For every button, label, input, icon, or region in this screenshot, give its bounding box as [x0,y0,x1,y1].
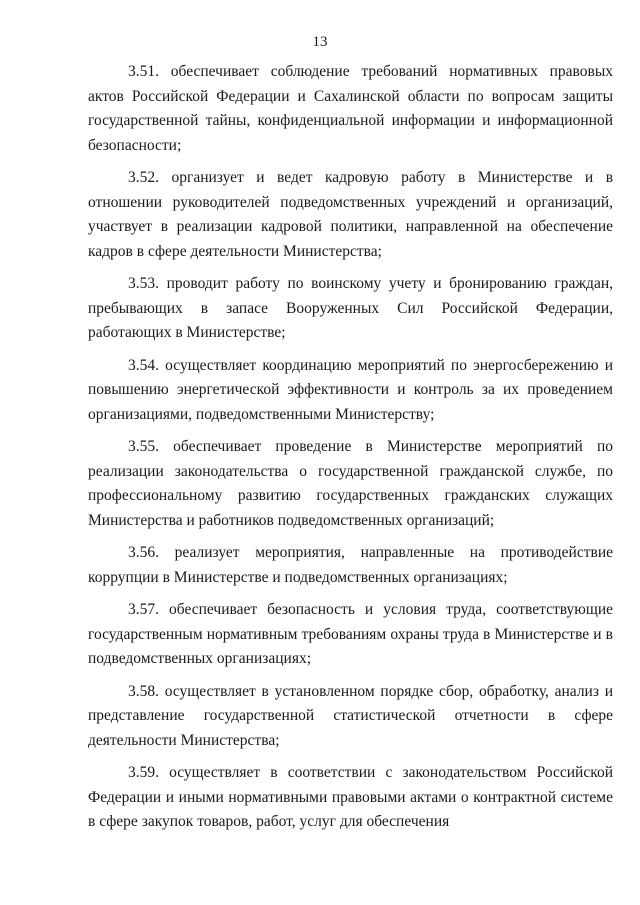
clause-3-51 [88,60,613,158]
clause-text: осуществляет координацию мероприятий по энергосбережению и повышению энергетической эффективности и контроль за их проведением организациями, подведомственными Министерству; [88,356,613,423]
clause-number: 3.53. [128,275,159,292]
clause-text: обеспечивает соблюдение требований нормативных правовых актов Российской Федерации и Сахалинской области по вопросам защиты государственной тайны, конфиденциальной информации и информационной безопасности; [88,63,614,154]
clause-text: реализует мероприятия, направленные на противодействие коррупции в Министерстве и подведомственных организациях; [88,544,614,586]
clause-text: осуществляет в соответствии с законодательством Российской Федерации и иными нормативными правовыми актами о контрактной системе в сфере закупок товаров, работ, услуг для обеспечения [88,764,613,830]
clause-3-58 [88,680,613,754]
clause-3-59 [88,761,613,835]
clause-text: организует и ведет кадровую работу в Министерстве и в отношении руководителей подведомственных учреждений и организаций, участвует в реализации кадровой политики, направленной на обеспечение кадров в сфере деятельности Министерства; [88,169,614,260]
clause-text: осуществляет в установленном порядке сбор, обработку, анализ и представление государственной статистической отчетности в сфере деятельности Министерства; [88,682,613,749]
clause-number: 3.59. [128,764,159,781]
clause-3-55 [88,435,613,533]
clause-number: 3.51. [128,63,159,80]
page-number: 13 [312,34,328,50]
clause-number: 3.57. [128,601,159,618]
clause-number: 3.58. [128,682,159,700]
clause-3-56 [88,541,613,590]
clause-number: 3.54. [128,356,159,374]
clause-3-53 [88,272,613,346]
clause-number: 3.55. [128,438,159,455]
clause-3-57 [88,598,613,672]
clause-text: проводит работу по воинскому учету и бронированию граждан, пребывающих в запасе Вооруженных Сил Российской Федерации, работающих в Министерстве; [88,275,613,341]
clause-list [88,60,613,843]
clause-number: 3.56. [128,544,159,561]
clause-text: обеспечивает проведение в Министерстве мероприятий по реализации законодательства о государственной гражданской службе, по профессиональному развитию государственных гражданских служащих Министерства и работников подведомственных организаций; [88,438,614,529]
clause-text: обеспечивает безопасность и условия труда, соответствующие государственным нормативным требованиям охраны труда в Министерстве и в подведомственных организациях; [88,601,613,667]
clause-3-54 [88,354,613,428]
clause-3-52 [88,166,613,264]
clause-number: 3.52. [128,169,159,186]
